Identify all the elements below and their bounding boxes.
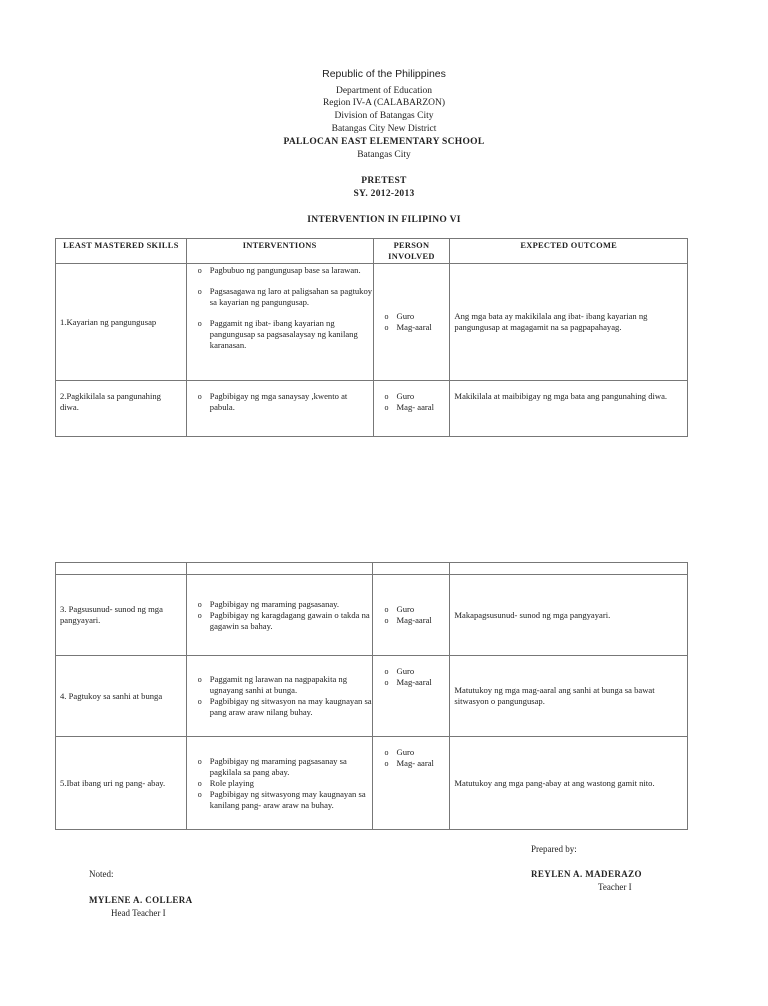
school-year: SY. 2012-2013 [353, 189, 415, 199]
person-item: o Mag-aaral [385, 322, 450, 333]
outcome-text: Matutukoy ng mga mag-aaral ang sanhi at bunga sa bawat sitwasyon o pangungusap. [454, 685, 655, 706]
table-row [56, 381, 688, 437]
table-header-row-empty [56, 563, 688, 575]
table-row [56, 575, 688, 656]
person-item: o Mag-aaral [384, 677, 449, 688]
intervention-item: o Paggamit ng ibat- ibang kayarian ng pangungusap sa pagsasalaysay ng kanilang karanasan. [198, 318, 373, 351]
person-item: o Guro [384, 666, 449, 677]
document-title: INTERVENTION IN FILIPINO VI [307, 215, 461, 225]
division-line: Division of Batangas City [334, 111, 434, 121]
skill-text: 2.Pagkikilala sa pangunahing diwa. [60, 391, 161, 412]
intervention-item: o Pagbubuo ng pangungusap base sa larawan. [198, 265, 373, 276]
header-person: PERSON INVOLVED [373, 239, 450, 264]
prepared-by-label: Prepared by: [531, 844, 577, 854]
table-row [56, 656, 688, 737]
intervention-list [187, 756, 373, 811]
intervention-item: o Paggamit ng larawan na nagpapakita ng ugnayang sanhi at bunga. [198, 674, 373, 696]
district-line: Batangas City New District [331, 124, 437, 134]
test-label: PRETEST [361, 176, 407, 186]
header-interventions: INTERVENTIONS [186, 239, 373, 264]
noter-title: Head Teacher I [111, 908, 166, 918]
table-row [56, 737, 688, 830]
person-list [374, 391, 450, 413]
outcome-text: Matutukoy ang mga pang-abay at ang wastong gamit nito. [454, 777, 655, 788]
intervention-item: o Pagbibigay ng sitwasyong may kaugnayan sa kanilang pang- araw araw na buhay. [198, 789, 373, 811]
skill-text: 4. Pagtukoy sa sanhi at bunga [60, 690, 163, 701]
person-list [374, 311, 450, 333]
skill-text: 5.Ibat ibang uri ng pang- abay. [60, 777, 166, 788]
preparer-title: Teacher I [598, 882, 632, 892]
department-line: Department of Education [335, 86, 433, 96]
intervention-item: o Pagbibigay ng maraming pagsasanay. [198, 599, 373, 610]
table-header-row [56, 239, 688, 264]
noter-name: MYLENE A. COLLERA [89, 895, 193, 905]
school-name: PALLOCAN EAST ELEMENTARY SCHOOL [283, 137, 485, 147]
person-list [373, 747, 449, 769]
intervention-list [187, 265, 373, 351]
person-list [373, 666, 449, 688]
person-item: o Mag- aaral [384, 758, 449, 769]
person-item: o Mag-aaral [384, 615, 449, 626]
republic-line: Republic of the Philippines [322, 68, 446, 80]
intervention-list [187, 391, 373, 413]
header-outcome: EXPECTED OUTCOME [450, 239, 688, 264]
intervention-table-part2 [55, 562, 688, 830]
person-item: o Guro [385, 391, 450, 402]
skill-text: 3. Pagsusunud- sunod ng mga pangyayari. [60, 604, 163, 625]
intervention-item: o Pagbibigay ng maraming pagsasanay sa pagkilala sa pang abay. [198, 756, 373, 778]
person-list [373, 604, 449, 626]
person-item: o Guro [385, 311, 450, 322]
intervention-list [187, 599, 373, 632]
person-item: o Mag- aaral [385, 402, 450, 413]
intervention-item: o Pagbibigay ng mga sanaysay ,kwento at pabula. [198, 391, 373, 413]
intervention-table-part1 [55, 238, 688, 437]
noted-label: Noted: [89, 869, 114, 879]
outcome-text: Ang mga bata ay makikilala ang ibat- ibang kayarian ng pangungusap at magagamit na sa pagpapahayag. [454, 311, 648, 332]
preparer-name: REYLEN A. MADERAZO [531, 869, 642, 879]
person-item: o Guro [384, 604, 449, 615]
skill-text: 1.Kayarian ng pangungusap [60, 316, 157, 327]
intervention-item: o Role playing [198, 778, 373, 789]
intervention-item: o Pagsasagawa ng laro at paligsahan sa pagtukoy sa kayarian ng pangungusap. [198, 286, 373, 308]
city-line: Batangas City [357, 150, 411, 160]
table-row [56, 264, 688, 381]
region-line: Region IV-A (CALABARZON) [322, 98, 446, 108]
outcome-text: Makikilala at maibibigay ng mga bata ang pangunahing diwa. [454, 391, 668, 401]
person-item: o Guro [384, 747, 449, 758]
outcome-text: Makapagsusunud- sunod ng mga pangyayari. [454, 609, 611, 620]
intervention-item: o Pagbibigay ng sitwasyon na may kaugnayan sa pang araw araw nilang buhay. [198, 696, 373, 718]
intervention-item: o Pagbibigay ng karagdagang gawain o takda na gagawin sa bahay. [198, 610, 373, 632]
header-skills: LEAST MASTERED SKILLS [56, 239, 187, 264]
intervention-list [187, 674, 373, 718]
